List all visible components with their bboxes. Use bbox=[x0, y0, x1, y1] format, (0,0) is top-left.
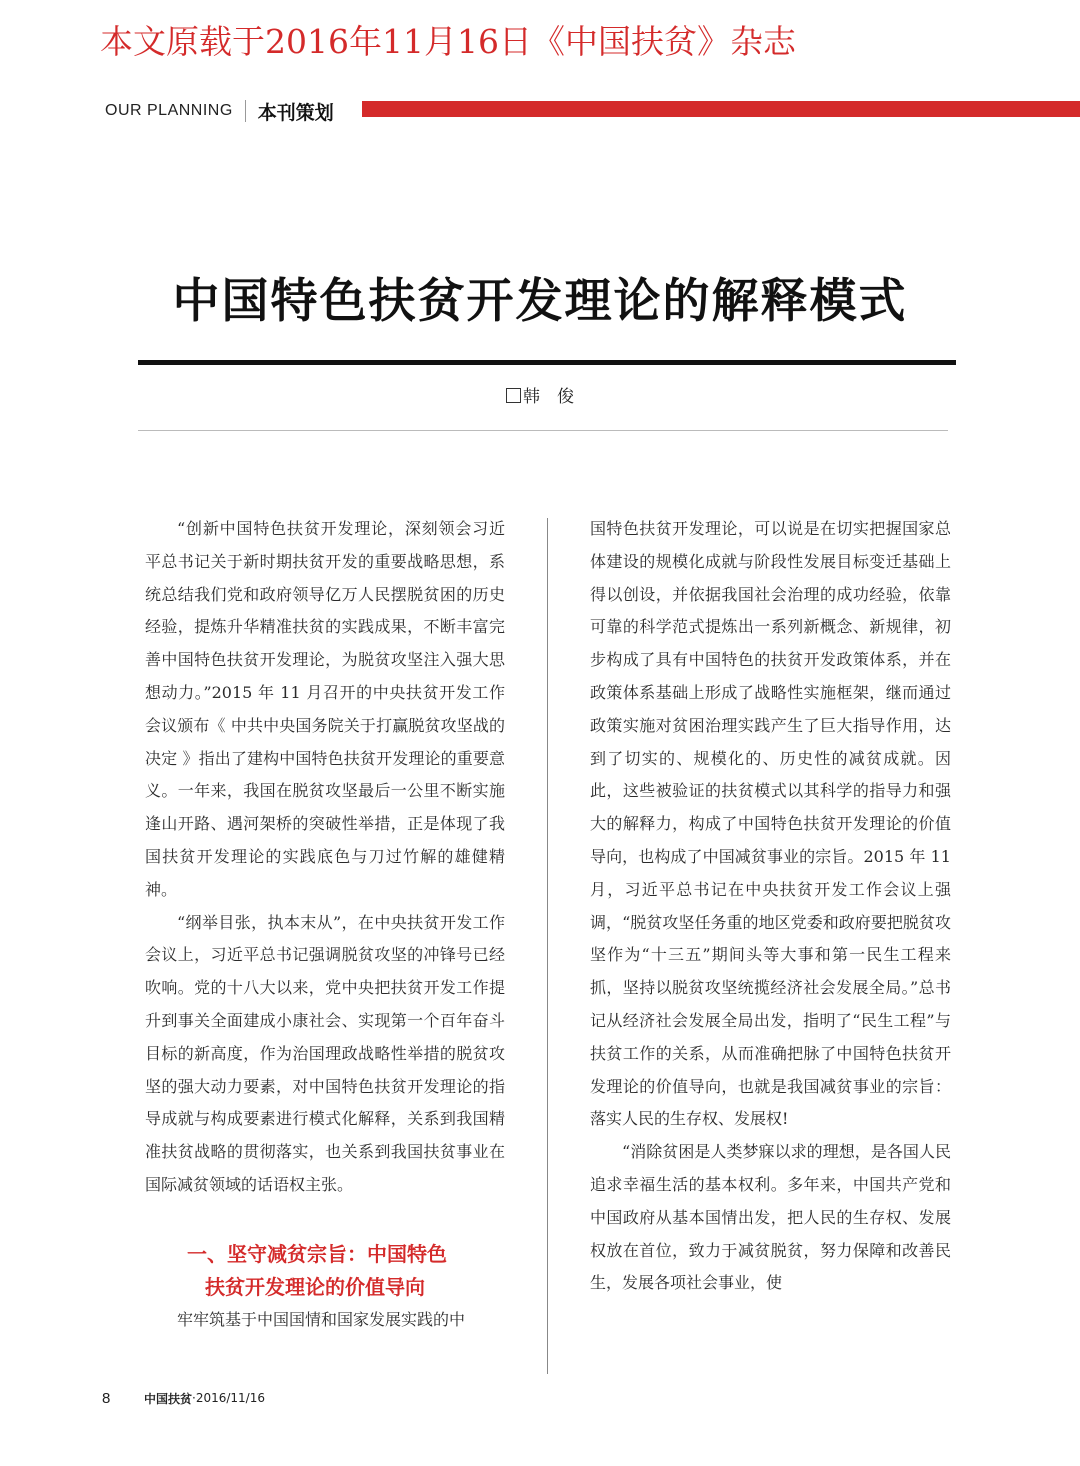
body-paragraph: “创新中国特色扶贫开发理论，深刻领会习近平总书记关于新时期扶贫开发的重要战略思想，系统总结我们党和政府领导亿万人民摆脱贫困的历史经验，提炼升华精准扶贫的实践成果，不断丰富完善中国特色扶贫开发理论，为脱贫攻坚注入强大思想动力。”2015 年 11 月召开的中央扶贫开发工作会议颁布《 中共中央国务院关于打赢脱贫攻坚战的决定 》指出了建构中国特色扶贫开发理论的重要意义。一年来，我国在脱贫攻坚最后一公里不断实施逢山开路、遇河架桥的突破性举措，正是体现了我国扶贫开发理论的实践底色与刀过竹解的雄健精神。 bbox=[145, 519, 505, 899]
byline-box-icon bbox=[506, 388, 521, 403]
column-divider bbox=[547, 518, 548, 1374]
byline-divider bbox=[138, 430, 948, 431]
page-footer bbox=[102, 1386, 265, 1410]
page-number: 8 bbox=[102, 1389, 111, 1407]
footer-issue-date: ·2016/11/16 bbox=[192, 1391, 265, 1405]
title-underline bbox=[138, 360, 956, 365]
section-heading-line-2: 扶贫开发理论的价值导向 bbox=[205, 1274, 425, 1299]
section-heading-line-1: 一、坚守减贫宗旨：中国特色 bbox=[187, 1241, 447, 1266]
body-paragraph: 国特色扶贫开发理论，可以说是在切实把握国家总体建设的规模化成就与阶段性发展目标变迁基础上得以创设，并依据我国社会治理的成功经验，依靠可靠的科学范式提炼出一系列新概念、新规律，初步构成了具有中国特色的扶贫开发政策体系，并在政策体系基础上形成了战略性实施框架，继而通过政策实施对贫困治理实践产生了巨大指导作用，达到了切实的、规模化的、历史性的减贫成就。因此，这些被验证的扶贫模式以其科学的指导力和强大的解释力，构成了中国特色扶贫开发理论的价值导向，也构成了中国减贫事业的宗旨。2015 年 11 月，习近平总书记在中央扶贫开发工作会议上强调，“脱贫攻坚任务重的地区党委和政府要把脱贫攻坚作为“十三五”期间头等大事和第一民生工程来抓，坚持以脱贫攻坚统揽经济社会发展全局。”总书记从经济社会发展全局出发，指明了“民生工程”与扶贫工作的关系，从而准确把脉了中国特色扶贫开发理论的价值导向，也就是我国减贫事业的宗旨：落实人民的生存权、发展权! bbox=[590, 519, 951, 1129]
byline bbox=[0, 384, 1080, 410]
section-label-chinese: 本刊策划 bbox=[257, 101, 334, 124]
article-title: 中国特色扶贫开发理论的解释模式 bbox=[172, 274, 908, 329]
author-name: 韩 俊 bbox=[523, 387, 574, 407]
republication-notice: 本文原载于2016年11月16日《中国扶贫》杂志 bbox=[100, 22, 796, 61]
header-red-bar bbox=[362, 101, 1080, 117]
section-separator bbox=[245, 100, 246, 122]
left-column bbox=[145, 513, 505, 1337]
right-column bbox=[590, 513, 951, 1300]
body-paragraph: 牢牢筑基于中国国情和国家发展实践的中 bbox=[177, 1309, 466, 1329]
footer-magazine-name: 中国扶贫 bbox=[144, 1391, 193, 1406]
body-paragraph: “纲举目张，执本末从”，在中央扶贫开发工作会议上，习近平总书记强调脱贫攻坚的冲锋号已经吹响。党的十八大以来，党中央把扶贫开发工作提升到事关全面建成小康社会、实现第一个百年奋斗目标的新高度，作为治国理政战略性举措的脱贫攻坚的强大动力要素，对中国特色扶贫开发理论的指导成就与构成要素进行模式化解释，关系到我国精准扶贫战略的贯彻落实，也关系到我国扶贫事业在国际减贫领域的话语权主张。 bbox=[145, 912, 505, 1194]
section-heading bbox=[145, 1238, 505, 1304]
section-label bbox=[105, 96, 334, 126]
section-label-english: OUR PLANNING bbox=[105, 102, 233, 119]
body-paragraph: “消除贫困是人类梦寐以求的理想，是各国人民追求幸福生活的基本权利。多年来，中国共产党和中国政府从基本国情出发，把人民的生存权、发展权放在首位，致力于减贫脱贫，努力保障和改善民生，发展各项社会事业，使 bbox=[590, 1142, 951, 1293]
